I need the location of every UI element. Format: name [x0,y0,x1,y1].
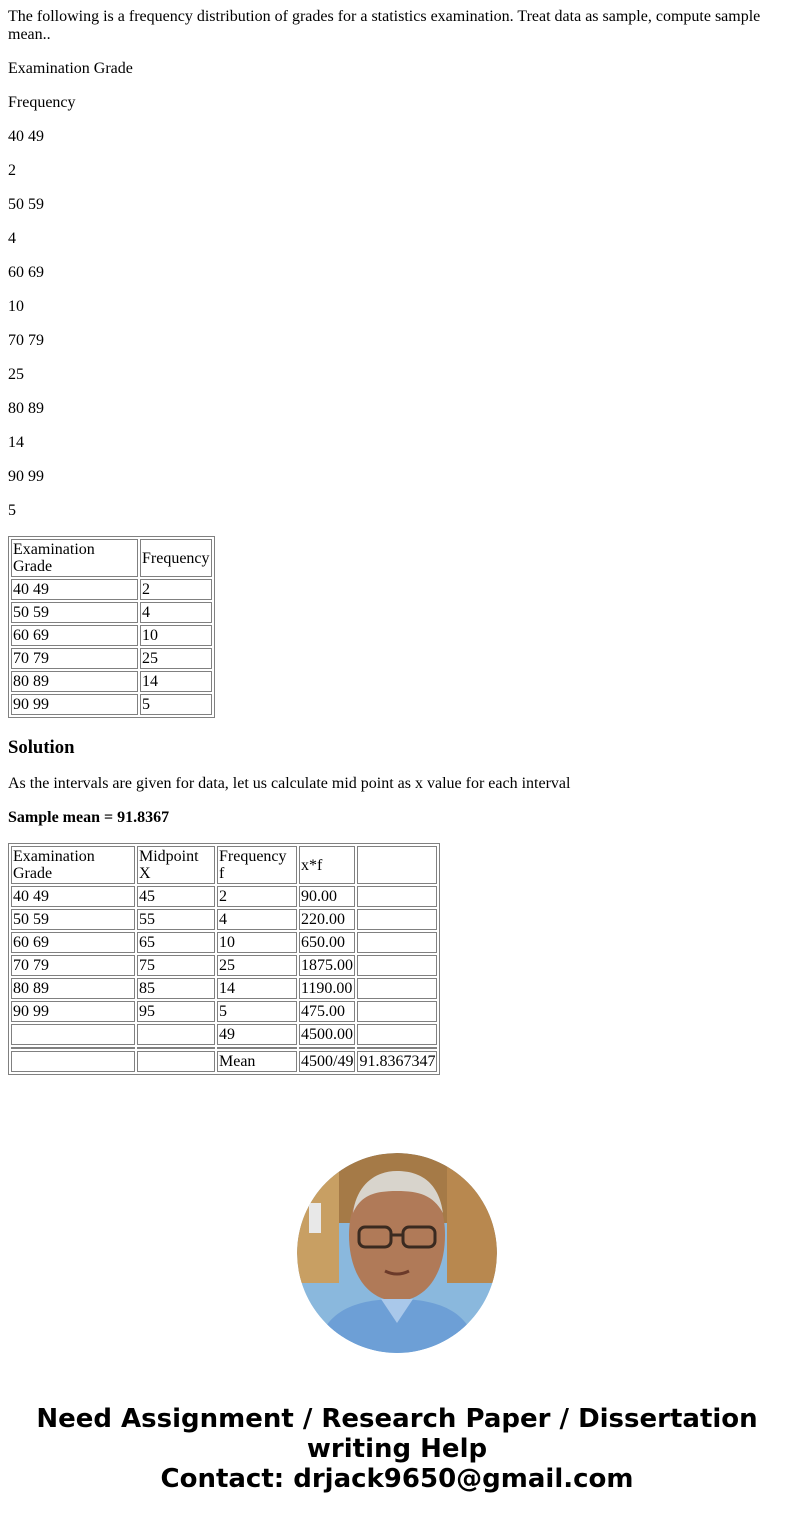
table-cell [137,1051,215,1072]
plain-list-item: 50 59 [8,196,44,213]
table-cell [357,955,437,976]
sample-mean-result [8,809,786,827]
table-row [11,1024,437,1045]
table-cell: 1875.00 [299,955,355,976]
sample-mean-text: Sample mean = 91.8367 [8,809,170,826]
table-cell: 5 [140,694,212,715]
table-row [11,625,212,646]
plain-frequency-list [8,60,786,520]
calculation-table [8,843,440,1075]
frequency-table [8,536,215,718]
table-cell: 10 [217,932,297,953]
separator-cell [217,1047,297,1049]
solution-explanation: As the intervals are given for data, let us calculate mid point as x value for each interval [8,775,571,792]
table-header-cell: Midpoint X [137,846,215,884]
table-cell: 50 59 [11,909,135,930]
plain-list-item: 5 [8,502,16,519]
plain-list-item: Frequency [8,94,76,111]
table-row [11,648,212,669]
table-cell: 85 [137,978,215,999]
table-row [11,694,212,715]
table-cell [137,1024,215,1045]
table-cell: 2 [217,886,297,907]
tutor-avatar [297,1153,497,1353]
table-cell: 80 89 [11,671,138,692]
table-cell: 1190.00 [299,978,355,999]
table-cell: 25 [140,648,212,669]
table-cell: 55 [137,909,215,930]
table-cell: 90.00 [299,886,355,907]
table-cell: 40 49 [11,579,138,600]
separator-cell [299,1047,355,1049]
table-cell [357,1001,437,1022]
promo-line-1: Need Assignment / Research Paper / Dissertation [36,1404,758,1434]
plain-list-item: 80 89 [8,400,44,417]
table-cell: 2 [140,579,212,600]
table-cell [11,1051,135,1072]
problem-statement: The following is a frequency distribution of grades for a statistics examination. Treat data as sample, compute sample mean.. [8,8,761,43]
table-row [11,932,437,953]
promo-contact: Contact: drjack9650@gmail.com [160,1464,634,1494]
table-cell: 60 69 [11,625,138,646]
plain-list-item: Examination Grade [8,60,133,77]
table-cell [357,978,437,999]
table-cell: 50 59 [11,602,138,623]
table-cell: 90 99 [11,694,138,715]
table-cell: 40 49 [11,886,135,907]
table-cell: 45 [137,886,215,907]
table-header-cell: x*f [299,846,355,884]
table-cell [11,1024,135,1045]
table-cell: 70 79 [11,955,135,976]
table-cell: 4 [217,909,297,930]
table-row [11,579,212,600]
plain-list-item: 40 49 [8,128,44,145]
plain-list-item: 4 [8,230,16,247]
table-cell: 25 [217,955,297,976]
table-row [11,1001,437,1022]
table-cell: 91.8367347 [359,1053,436,1070]
plain-list-item: 2 [8,162,16,179]
table-row [11,886,437,907]
table-row [11,602,212,623]
table-cell: 90 99 [11,1001,135,1022]
table-header-cell: Examination Grade [11,539,138,577]
table-cell: 95 [137,1001,215,1022]
table-cell: 4 [140,602,212,623]
mean-row [11,1051,437,1072]
table-header-cell: Frequency [140,539,212,577]
table-cell: 14 [217,978,297,999]
promo-banner [0,1404,794,1494]
table-header-cell [357,846,437,884]
plain-list-item: 25 [8,366,24,383]
table-cell: 49 [217,1024,297,1045]
table-cell [357,1024,437,1045]
separator-cell [357,1047,437,1049]
plain-list-item: 14 [8,434,24,451]
table-cell [357,909,437,930]
plain-list-item: 90 99 [8,468,44,485]
table-cell: 75 [137,955,215,976]
separator-cell [137,1047,215,1049]
table-row [11,955,437,976]
table-row [11,671,212,692]
plain-list-item: 60 69 [8,264,44,281]
table-cell: 650.00 [299,932,355,953]
separator-cell [11,1047,135,1049]
plain-list-item: 70 79 [8,332,44,349]
solution-heading: Solution [8,737,75,758]
table-cell [357,886,437,907]
table-cell: 70 79 [11,648,138,669]
plain-list-item: 10 [8,298,24,315]
table-cell: 475.00 [299,1001,355,1022]
table-cell: 60 69 [11,932,135,953]
table-header-cell: Frequency f [217,846,297,884]
table-cell: Mean [217,1051,297,1072]
table-cell: 80 89 [11,978,135,999]
table-cell [357,932,437,953]
table-cell: 65 [137,932,215,953]
table-separator-row [11,1047,437,1049]
table-cell: 4500.00 [299,1024,355,1045]
table-header-row [11,846,437,884]
table-cell: 220.00 [299,909,355,930]
table-header-cell: Examination Grade [11,846,135,884]
table-cell: 4500/49 [301,1053,354,1070]
table-header-row [11,539,212,577]
table-cell: 14 [140,671,212,692]
promo-line-2: writing Help [306,1434,488,1464]
table-cell: 5 [217,1001,297,1022]
table-row [11,978,437,999]
table-cell: 10 [140,625,212,646]
tutor-portrait-image [297,1153,497,1353]
table-row [11,909,437,930]
